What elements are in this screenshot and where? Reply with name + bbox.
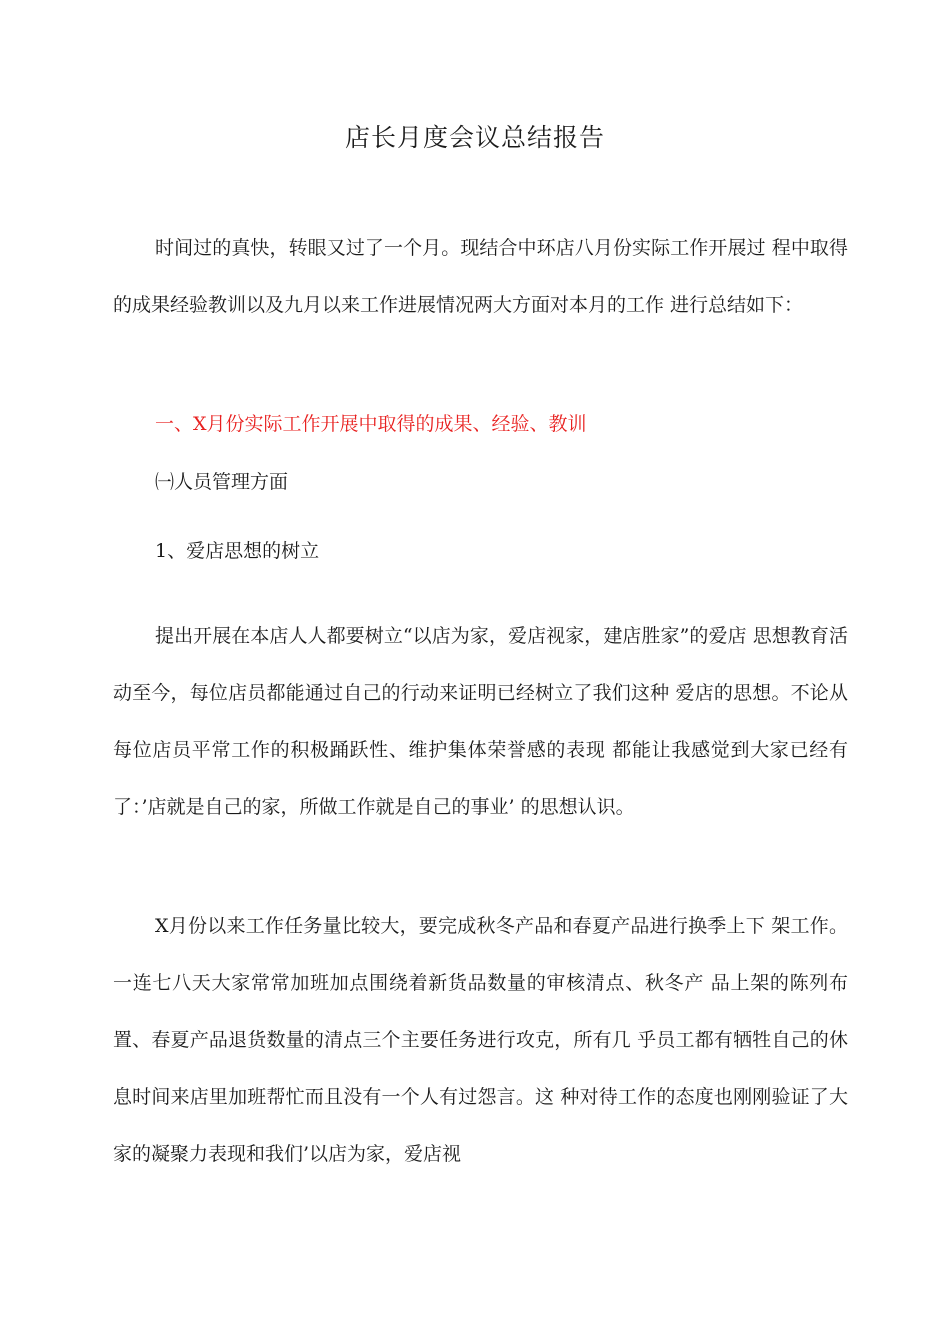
- subsection-heading: ㈠人员管理方面: [155, 471, 289, 493]
- intro-paragraph: 时间过的真快，转眼又过了一个月。现结合中环店八月份实际工作开展过 程中取得的成果经验教训以及九月以来工作进展情况两大方面对本月的工作 进行总结如下：: [113, 237, 848, 316]
- body-paragraph-2: X月份以来工作任务量比较大，要完成秋冬产品和春夏产品进行换季上下 架工作。一连七八天大家常常加班加点围绕着新货品数量的审核清点、秋冬产 品上架的陈列布置、春夏产品退货数量的清点三个主要任务进行攻克，所有几 乎员工都有牺牲自己的休息时间来店里加班帮忙而且没有一个人有过怨言。这 种对待工作的态度也刚刚验证了大家的凝聚力表现和我们’以店为家，爱店视: [113, 915, 848, 1165]
- section-heading: 一、X月份实际工作开展中取得的成果、经验、教训: [155, 413, 587, 435]
- document-title: 店长月度会议总结报告: [344, 123, 605, 152]
- body-paragraph-1: 提出开展在本店人人都要树立“以店为家，爱店视家，建店胜家”的爱店 思想教育活动至今，每位店员都能通过自己的行动来证明已经树立了我们这种 爱店的思想。不论从每位店员平常工作的积极踊跃性、维护集体荣誉感的表现 都能让我感觉到大家已经有了：’店就是自己的家，所做工作就是自己的事业’ 的思想认识。: [113, 625, 848, 818]
- item-heading: 1、爱店思想的树立: [155, 540, 320, 562]
